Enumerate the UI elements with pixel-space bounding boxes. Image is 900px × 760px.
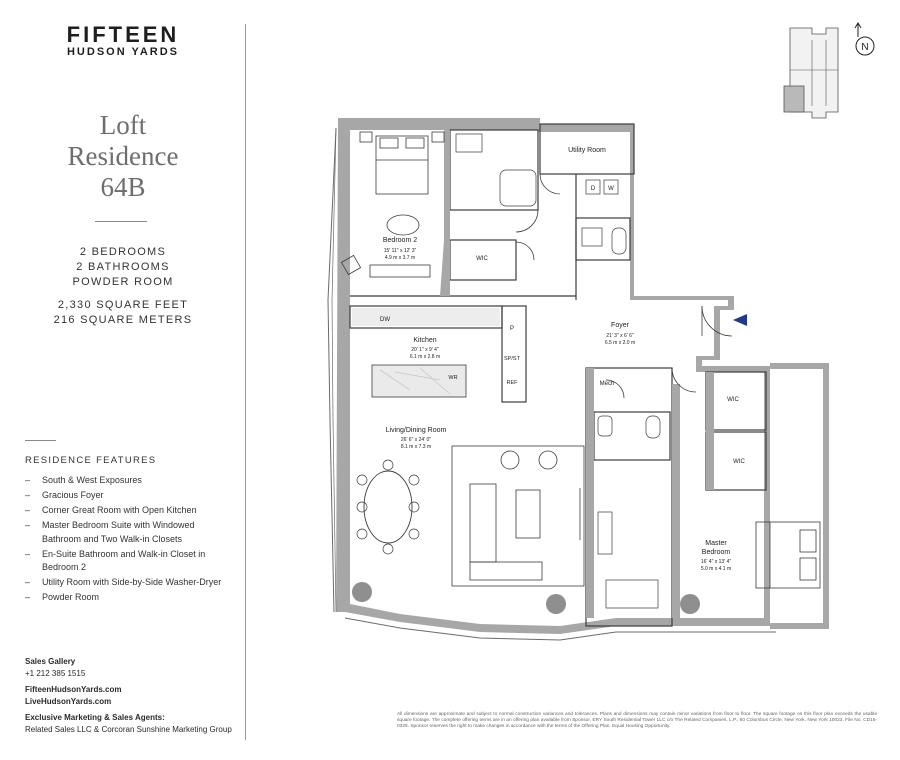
- svg-text:15' 11" x 12' 3": 15' 11" x 12' 3": [383, 248, 417, 254]
- residence-title: Loft Residence 64B: [67, 110, 179, 202]
- website-link[interactable]: FifteenHudsonYards.com: [25, 685, 122, 694]
- svg-text:DW: DW: [380, 317, 390, 323]
- svg-text:WR: WR: [448, 375, 458, 381]
- column: [352, 582, 372, 602]
- svg-text:6.1 m x 2.8 m: 6.1 m x 2.8 m: [409, 354, 441, 360]
- room-kitchen: Kitchen: [413, 337, 437, 344]
- compass-icon: [855, 23, 874, 55]
- feature-item: – Corner Great Room with Open Kitchen: [25, 504, 235, 518]
- svg-text:Mech: Mech: [599, 381, 615, 387]
- svg-text:21' 3" x 6' 6": 21' 3" x 6' 6": [606, 333, 634, 339]
- feature-item: – South & West Exposures: [25, 474, 235, 488]
- svg-text:REF: REF: [506, 380, 518, 386]
- svg-text:5.0 m x 4.1 m: 5.0 m x 4.1 m: [700, 566, 732, 572]
- room-utility: Utility Room: [568, 147, 606, 154]
- spec-bedrooms: 2 BEDROOMS: [79, 246, 167, 258]
- svg-text:26' 6" x 24' 0": 26' 6" x 24' 0": [400, 437, 432, 443]
- sales-gallery-label: Sales Gallery: [25, 657, 76, 666]
- key-plan-highlight: [784, 86, 804, 112]
- svg-text:WIC: WIC: [727, 397, 739, 403]
- svg-text:16' 4" x 13' 4": 16' 4" x 13' 4": [700, 559, 732, 565]
- svg-text:D: D: [590, 186, 596, 192]
- brand-name: FIFTEEN: [66, 22, 180, 47]
- website-link[interactable]: LiveHudsonYards.com: [25, 696, 112, 706]
- svg-text:8.1 m x 7.3 m: 8.1 m x 7.3 m: [400, 444, 432, 450]
- svg-text:N: N: [861, 42, 869, 53]
- phone-number[interactable]: +1 212 385 1515: [25, 668, 86, 678]
- svg-text:20' 1" x 9' 4": 20' 1" x 9' 4": [411, 347, 439, 353]
- feature-item: – En-Suite Bathroom and Walk-in Closet in Bedroom 2: [25, 548, 235, 575]
- room-foyer: Foyer: [611, 322, 629, 329]
- legal-disclaimer: All dimensions are approximate and subject to normal construction variances and tolerances. Plans and dimensions may contain minor variations from floor to floor. The square footage on this floor plan exceeds the usable square footage. The complete offering terms are in an offering plan available from Sponsor, ERY South Residential Tower LLC c/o The Related Companies, L.P., 60 Columbus Circle, New York, New York 10023. File No. CD15-0325. Sponsor reserves the right to make changes in accordance with the terms of the Offering Plan. Equal Housing Opportunity.: [397, 712, 877, 730]
- column: [546, 594, 566, 614]
- svg-text:SP/ST: SP/ST: [504, 356, 520, 362]
- agents-names: Related Sales LLC & Corcoran Sunshine Marketing Group: [25, 724, 232, 734]
- spec-sqm: 216 SQUARE METERS: [53, 314, 193, 326]
- column: [680, 594, 700, 614]
- svg-text:Bedroom: Bedroom: [701, 549, 731, 556]
- spec-bathrooms: 2 BATHROOMS: [76, 261, 170, 273]
- brand-subname: HUDSON YARDS: [66, 46, 180, 58]
- features-heading: RESIDENCE FEATURES: [25, 455, 157, 466]
- svg-text:WIC: WIC: [733, 459, 745, 465]
- room-living: Living/Dining Room: [385, 427, 447, 434]
- key-plan: [784, 28, 838, 118]
- feature-item: – Master Bedroom Suite with Windowed Bathroom and Two Walk-in Closets: [25, 519, 235, 546]
- kitchen-counter: [352, 308, 500, 326]
- spec-powder: POWDER ROOM: [72, 276, 174, 288]
- svg-text:W: W: [608, 186, 614, 192]
- svg-text:4.9 m x 3.7 m: 4.9 m x 3.7 m: [384, 255, 416, 261]
- svg-text:WIC: WIC: [476, 256, 488, 262]
- spec-sqft: 2,330 SQUARE FEET: [57, 299, 189, 311]
- feature-item: – Gracious Foyer: [25, 489, 235, 503]
- svg-text:P: P: [509, 326, 515, 332]
- agents-label: Exclusive Marketing & Sales Agents:: [25, 713, 165, 722]
- svg-text:6.5 m x 2.0 m: 6.5 m x 2.0 m: [604, 340, 636, 346]
- kitchen-island: [372, 365, 466, 397]
- entry-arrow-icon: [733, 314, 747, 326]
- feature-item: – Powder Room: [25, 591, 235, 605]
- room-master: Master: [705, 540, 727, 547]
- feature-item: – Utility Room with Side-by-Side Washer-Dryer: [25, 576, 235, 590]
- room-bedroom-2: Bedroom 2: [382, 237, 418, 244]
